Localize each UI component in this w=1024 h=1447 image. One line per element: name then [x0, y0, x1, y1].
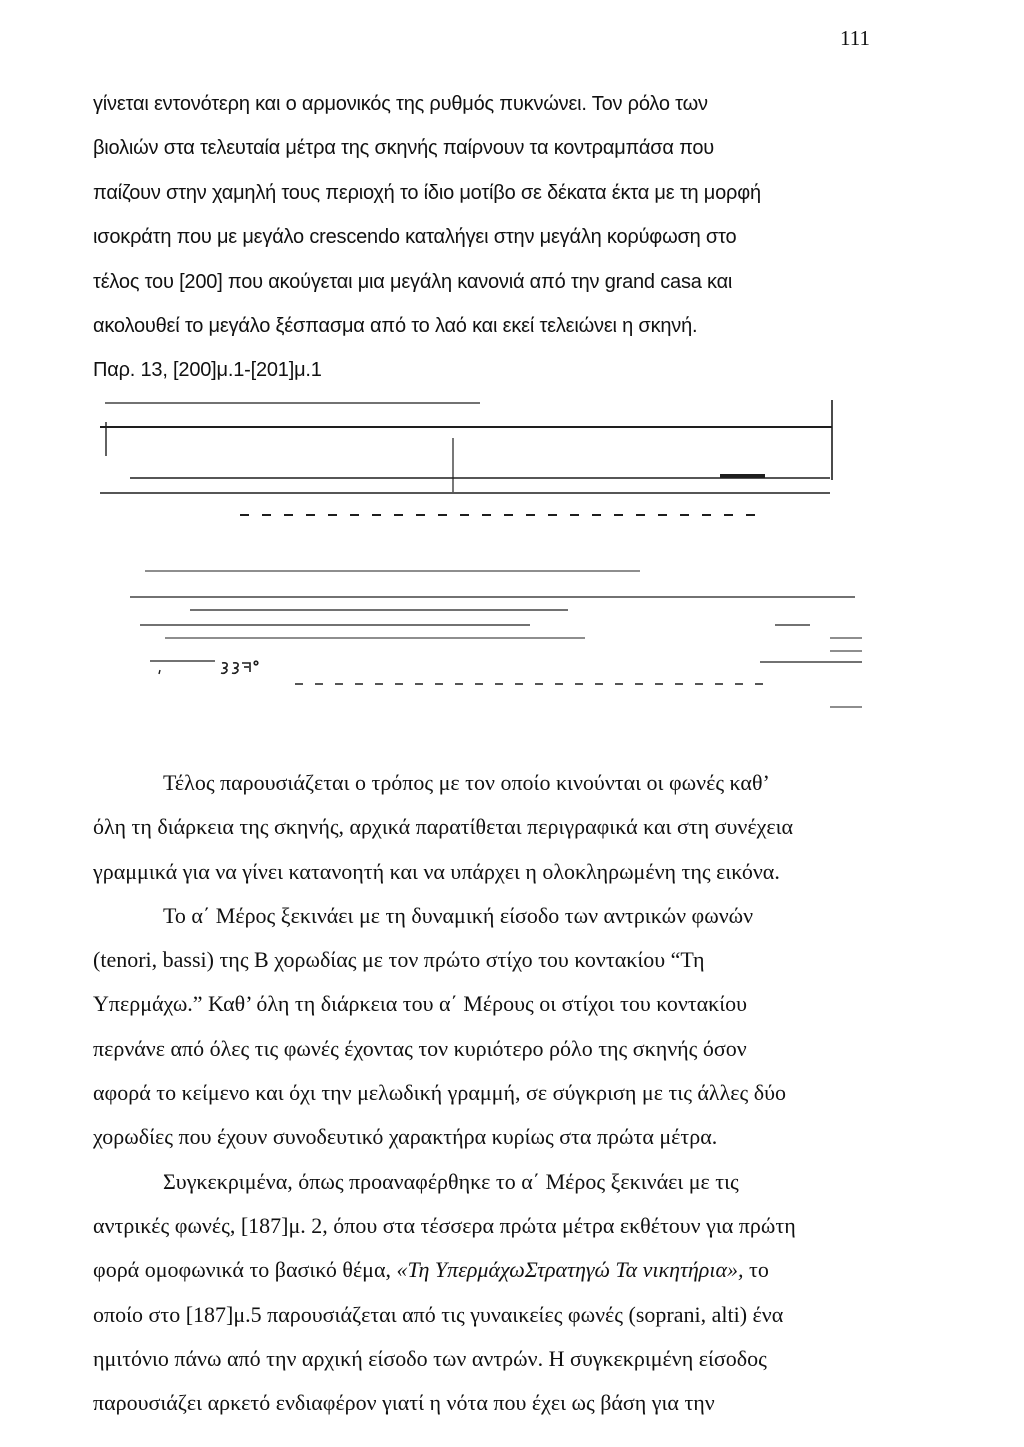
- text-line: γραμμικά για να γίνει κατανοητή και να υπάρχει η ολοκληρωμένη της εικόνα.: [93, 858, 780, 884]
- text-line: αφορά το κείμενο και όχι την μελωδική γραμμή, σε σύγκριση με τις άλλες δύο: [93, 1080, 786, 1106]
- notation-fragment: [221, 661, 258, 673]
- text-line: περνάνε από όλες τις φωνές έχοντας τον κυριότερο ρόλο της σκηνής όσον: [93, 1035, 747, 1061]
- text-line: γίνεται εντονότερη και ο αρμονικός της ρυθμός πυκνώνει. Τον ρόλο των: [93, 93, 708, 115]
- text-line: βιολιών στα τελευταία μέτρα της σκηνής παίρνουν τα κοντραμπάσα που: [93, 137, 715, 160]
- text-line-with-title: [93, 1248, 796, 1292]
- text-line: ισοκράτη που με μεγάλο crescendo καταλήγει στην μεγάλη κορύφωση στο: [93, 226, 737, 249]
- paragraph-upper: [93, 82, 761, 393]
- text-line: Το α΄ Μέρος ξεκινάει με τη δυναμική είσοδο των αντρικών φωνών: [163, 902, 754, 928]
- text-line: (tenori, bassi) της Β χορωδίας με τον πρώτο στίχο του κοντακίου “Τη: [93, 947, 705, 973]
- text-line: τέλος του [200] που ακούγεται μια μεγάλη κανονιά από την grand casa και: [93, 270, 733, 293]
- text-line: παίζουν στην χαμηλή τους περιοχή το ίδιο μοτίβο σε δέκατα έκτα με τη μορφή: [93, 181, 761, 204]
- line-end: το: [743, 1257, 769, 1283]
- text-line: παρουσιάζει αρκετό ενδιαφέρον γιατί η νότα που έχει ως βάση για την: [93, 1390, 715, 1416]
- text-line: ακολουθεί το μεγάλο ξέσπασμα από το λαό και εκεί τελειώνει η σκηνή.: [93, 314, 698, 337]
- text-line: Συγκεκριμένα, όπως προαναφέρθηκε το α΄ Μέρος ξεκινάει με τις: [163, 1168, 739, 1194]
- text-line: χορωδίες που έχουν συνοδευτικό χαρακτήρα κυρίως στα πρώτα μέτρα.: [93, 1124, 718, 1150]
- text-line: ημιτόνιο πάνω από την αρχική είσοδο των αντρών. Η συγκεκριμένη είσοδος: [93, 1345, 767, 1371]
- notation-tick: [159, 670, 160, 674]
- text-line: όλη τη διάρκεια της σκηνής, αρχικά παρατίθεται περιγραφικά και στη συνέχεια: [93, 814, 794, 840]
- example-caption: Παρ. 13, [200]μ.1-[201]μ.1: [93, 359, 322, 382]
- paragraph-lower: [93, 761, 796, 1425]
- text-line: Τέλος παρουσιάζεται ο τρόπος με τον οποίο κινούνται οι φωνές καθ’: [163, 770, 770, 795]
- page-number: 111: [840, 26, 870, 50]
- text-line: οποίο στο [187]μ.5 παρουσιάζεται από τις γυναικείες φωνές (soprani, alti) ένα: [93, 1301, 784, 1327]
- text-line: Υπερμάχω.” Καθ’ όλη τη διάρκεια του α΄ Μέρους οι στίχοι του κοντακίου: [93, 991, 748, 1017]
- hymn-title: «Τη ΥπερμάχωΣτρατηγώ Τα νικητήρια»,: [396, 1257, 744, 1283]
- line-start: φορά ομοφωνικά το βασικό θέμα,: [93, 1257, 397, 1283]
- text-line: αντρικές φωνές, [187]μ. 2, όπου στα τέσσερα πρώτα μέτρα εκθέτουν για πρώτη: [93, 1212, 796, 1238]
- musical-example-score: [0, 380, 1024, 720]
